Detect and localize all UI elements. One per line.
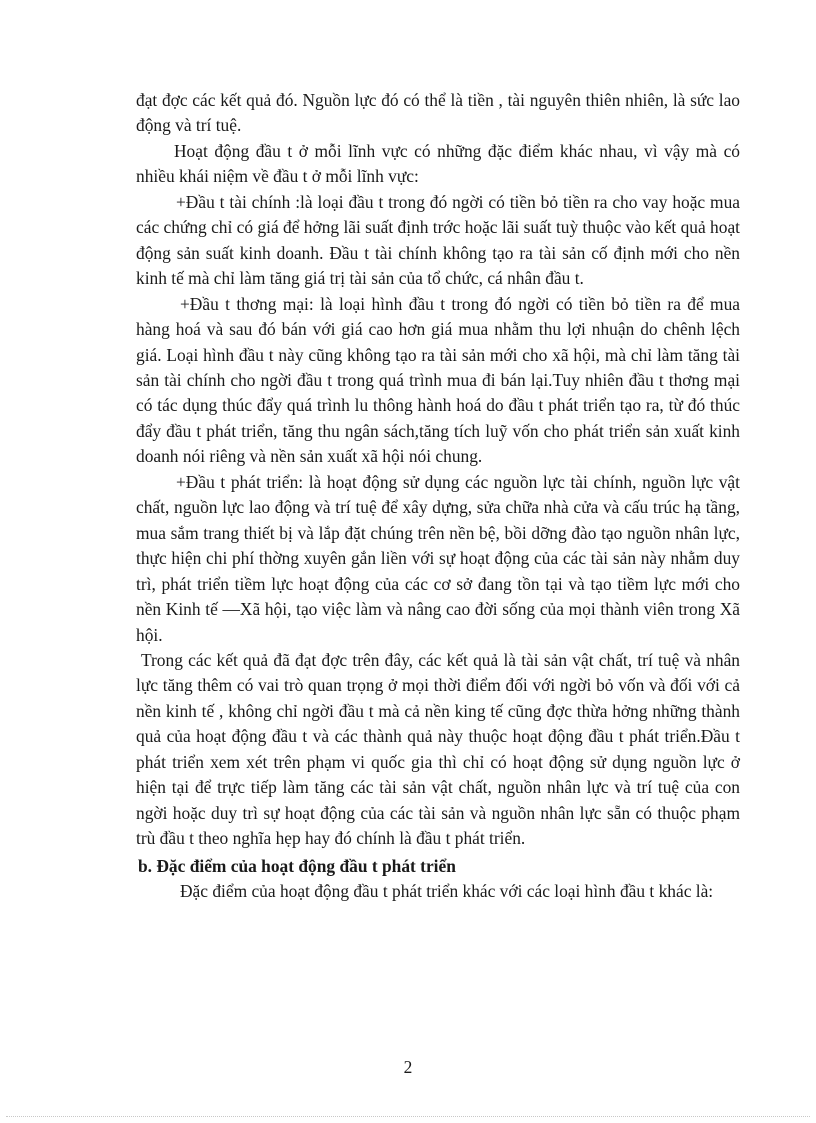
section-heading: b. Đặc điểm của hoạt động đầu t phát triển [138, 855, 456, 876]
document-body [136, 88, 740, 905]
paragraph-development-investment: +Đầu t phát triển: là hoạt động sử dụng các nguồn lực tài chính, nguồn lực vật chất, nguồn lực lao động và trí tuệ để xây dựng, sửa chữa nhà cửa và cấu trúc hạ tầng, mua sắm trang thiết bị và lắp đặt chúng trên nền bệ, bồi dỡng đào tạo nguồn nhân lực, thực hiện chi phí thờng xuyên gắn liền với sự hoạt động của các tài sản này nhằm duy trì, phát triển tiềm lực hoạt động của các cơ sở đang tồn tại và tạo tiềm lực mới cho nền Kinh tế —Xã hội, tạo việc làm và nâng cao đời sống của mọi thành viên trong Xã hội. [136, 471, 740, 645]
page-bottom-divider [6, 1116, 810, 1117]
paragraph-continuation: đạt đợc các kết quả đó. Nguồn lực đó có thể là tiền , tài nguyên thiên nhiên, là sức lao động và trí tuệ. [136, 90, 740, 136]
paragraph-commercial-investment: +Đầu t thơng mại: là loại hình đầu t trong đó ngời có tiền bỏ tiền ra để mua hàng hoá và sau đó bán với giá cao hơn giá mua nhằm thu lợi nhuận do chênh lệch giá. Loại hình đầu t này cũng không tạo ra tài sản mới cho xã hội, mà chỉ làm tăng tài sản tài chính cho ngời đầu t trong quá trình mua đi bán lại.Tuy nhiên đầu t thơng mại có tác dụng thúc đẩy quá trình lu thông hành hoá do đầu t phát triển tạo ra, từ đó thúc đẩy đầu t phát triển, tăng thu ngân sách,tăng tích luỹ vốn cho phát triển sản xuất kinh doanh nói riêng và nền sản xuất xã hội nói chung. [136, 293, 740, 467]
page-number: 2 [403, 1057, 413, 1077]
paragraph-characteristics: Đặc điểm của hoạt động đầu t phát triển khác với các loại hình đầu t khác là: [180, 881, 714, 902]
paragraph-financial-investment: +Đầu t tài chính :là loại đầu t trong đó ngời có tiền bỏ tiền ra cho vay hoặc mua các chứng chỉ có giá để hởng lãi suất định trớc hoặc lãi suất tuỳ thuộc vào kết quả hoạt động sản suất kinh doanh. Đầu t tài chính không tạo ra tài sản cố định mới cho nền kinh tế mà chỉ làm tăng giá trị tài sản của tổ chức, cá nhân đầu t. [136, 191, 740, 289]
paragraph-intro: Hoạt động đầu t ở mỗi lĩnh vực có những đặc điểm khác nhau, vì vậy mà có nhiều khái niệm về đầu t ở mỗi lĩnh vực: [136, 140, 740, 187]
paragraph-results: Trong các kết quả đã đạt đợc trên đây, các kết quả là tài sản vật chất, trí tuệ và nhân lực tăng thêm có vai trò quan trọng ở mọi thời điểm đối với ngời bỏ vốn và đối với cả nền kinh tế , không chỉ ngời đầu t mà cả nền king tế cũng đợc thừa hởng những thành quả của hoạt động đầu t và các thành quả này thuộc hoạt động đầu t phát triển.Đầu t phát triển xem xét trên phạm vi quốc gia thì chỉ có hoạt động sử dụng nguồn lực ở hiện tại để trực tiếp làm tăng các tài sản vật chất, nguồn nhân lực và trí tuệ của con ngời hoặc duy trì sự hoạt động của các tài sản và nguồn nhân lực sẵn có thuộc phạm trù đầu t theo nghĩa hẹp hay đó chính là đầu t phát triển. [136, 649, 740, 849]
